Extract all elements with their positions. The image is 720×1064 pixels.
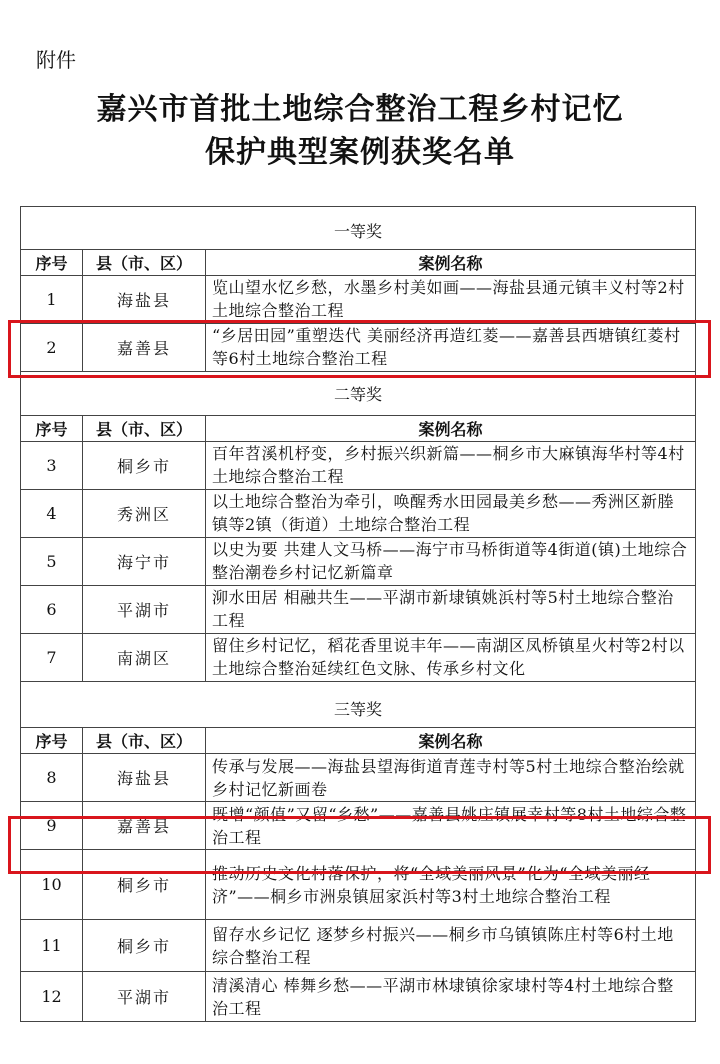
table-row <box>21 537 696 585</box>
row-county: 嘉善县 <box>83 323 206 371</box>
table-row <box>21 802 696 850</box>
table-row <box>21 850 696 920</box>
row-county: 平湖市 <box>83 972 206 1022</box>
table-header-row <box>21 728 696 754</box>
header-name: 案例名称 <box>206 415 696 441</box>
row-no: 11 <box>21 920 83 972</box>
row-county: 嘉善县 <box>83 802 206 850</box>
awards-table <box>20 206 696 1022</box>
row-county: 秀洲区 <box>83 489 206 537</box>
section-title: 三等奖 <box>21 690 696 728</box>
row-county: 平湖市 <box>83 585 206 633</box>
row-case-name: 既增“颜值”又留“乡愁”——嘉善县姚庄镇展幸村等8村土地综合整治工程 <box>206 802 696 850</box>
table-row <box>21 323 696 371</box>
attachment-label: 附件 <box>36 48 76 72</box>
header-county: 县（市、区） <box>83 249 206 275</box>
header-county: 县（市、区） <box>83 728 206 754</box>
row-no: 3 <box>21 441 83 489</box>
section-spacer <box>21 681 696 690</box>
header-no: 序号 <box>21 249 83 275</box>
header-county: 县（市、区） <box>83 415 206 441</box>
row-case-name: 传承与发展——海盐县望海街道青莲寺村等5村土地综合整治绘就乡村记忆新画卷 <box>206 754 696 802</box>
header-no: 序号 <box>21 415 83 441</box>
header-no: 序号 <box>21 728 83 754</box>
row-no: 5 <box>21 537 83 585</box>
header-name: 案例名称 <box>206 249 696 275</box>
row-county: 桐乡市 <box>83 920 206 972</box>
section-title: 二等奖 <box>21 371 696 415</box>
row-no: 12 <box>21 972 83 1022</box>
row-case-name: 以土地综合整治为牵引，唤醒秀水田园最美乡愁——秀洲区新塍镇等2镇（街道）土地综合整治工程 <box>206 489 696 537</box>
row-no: 8 <box>21 754 83 802</box>
row-case-name: 以史为要 共建人文马桥——海宁市马桥街道等4街道(镇)土地综合整治潮卷乡村记忆新篇章 <box>206 537 696 585</box>
table-row <box>21 275 696 323</box>
row-no: 9 <box>21 802 83 850</box>
row-case-name: 览山望水忆乡愁，水墨乡村美如画——海盐县通元镇丰义村等2村土地综合整治工程 <box>206 275 696 323</box>
row-no: 2 <box>21 323 83 371</box>
table-header-row <box>21 249 696 275</box>
table-row <box>21 585 696 633</box>
row-county: 海宁市 <box>83 537 206 585</box>
table-row <box>21 920 696 972</box>
row-case-name: “乡居田园”重塑迭代 美丽经济再造红菱——嘉善县西塘镇红菱村等6村土地综合整治工程 <box>206 323 696 371</box>
row-case-name: 留存水乡记忆 逐梦乡村振兴——桐乡市乌镇镇陈庄村等6村土地综合整治工程 <box>206 920 696 972</box>
row-case-name: 清溪清心 棒舞乡愁——平湖市林埭镇徐家埭村等4村土地综合整治工程 <box>206 972 696 1022</box>
row-county: 海盐县 <box>83 754 206 802</box>
row-county: 海盐县 <box>83 275 206 323</box>
row-county: 南湖区 <box>83 633 206 681</box>
row-case-name: 留住乡村记忆，稻花香里说丰年——南湖区凤桥镇星火村等2村以土地综合整治延续红色文脉、传承乡村文化 <box>206 633 696 681</box>
page-title-line-2: 保护典型案例获奖名单 <box>205 135 515 170</box>
table-row <box>21 441 696 489</box>
section-title-first-prize <box>21 213 696 249</box>
table-header-row <box>21 415 696 441</box>
row-case-name: 推动历史文化村落保护，将“全域美丽风景”化为“全域美丽经济”——桐乡市洲泉镇屈家浜村等3村土地综合整治工程 <box>206 850 696 920</box>
section-title-third-prize <box>21 690 696 728</box>
table-row <box>21 972 696 1022</box>
page-title-line-1: 嘉兴市首批土地综合整治工程乡村记忆 <box>96 92 624 127</box>
row-case-name: 百年苕溪机杼变，乡村振兴织新篇——桐乡市大麻镇海华村等4村土地综合整治工程 <box>206 441 696 489</box>
row-no: 10 <box>21 850 83 920</box>
table-row <box>21 489 696 537</box>
section-title-second-prize <box>21 371 696 415</box>
header-name: 案例名称 <box>206 728 696 754</box>
table-row <box>21 754 696 802</box>
row-no: 6 <box>21 585 83 633</box>
section-title: 一等奖 <box>21 213 696 249</box>
row-no: 7 <box>21 633 83 681</box>
row-county: 桐乡市 <box>83 850 206 920</box>
row-no: 1 <box>21 275 83 323</box>
row-case-name: 泖水田居 相融共生——平湖市新埭镇姚浜村等5村土地综合整治工程 <box>206 585 696 633</box>
row-no: 4 <box>21 489 83 537</box>
table-row <box>21 633 696 681</box>
row-county: 桐乡市 <box>83 441 206 489</box>
